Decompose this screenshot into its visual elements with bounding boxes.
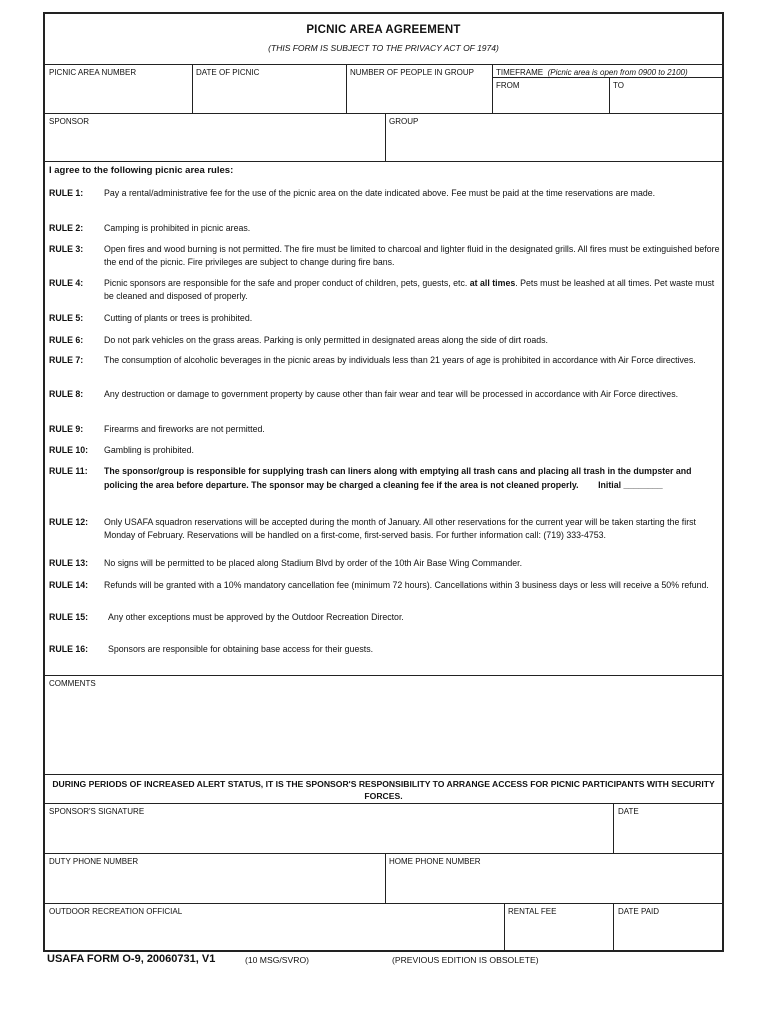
sponsor-label: SPONSOR bbox=[49, 117, 90, 126]
divider bbox=[613, 903, 614, 952]
rule-text-part: The sponsor/group is responsible for supplying trash can liners along with emptying all trash cans and placing all trash in the dumpster and policing the area before departure. The sponsor may be charged a cleaning fee if the area is not cleaned properly. bbox=[104, 466, 692, 490]
form-footer bbox=[47, 953, 539, 965]
form-id: USAFA FORM O-9, 20060731, V1 bbox=[47, 953, 216, 965]
form-title: PICNIC AREA AGREEMENT bbox=[306, 24, 461, 36]
duty-phone-label: DUTY PHONE NUMBER bbox=[49, 857, 139, 866]
timeframe-note: (Picnic area is open from 0900 to 2100) bbox=[547, 68, 688, 77]
sponsor-signature-field[interactable] bbox=[46, 818, 611, 852]
duty-phone-field[interactable] bbox=[46, 868, 383, 902]
to-time-field[interactable] bbox=[611, 92, 723, 112]
outdoor-official-field[interactable] bbox=[46, 918, 502, 950]
number-of-people-label: NUMBER OF PEOPLE IN GROUP bbox=[350, 68, 475, 77]
comments-label: COMMENTS bbox=[49, 679, 96, 688]
divider bbox=[492, 64, 493, 113]
timeframe-title: TIMEFRAME bbox=[496, 68, 544, 77]
form-office-note: (10 MSG/SVRO) bbox=[245, 955, 309, 965]
date-paid-field[interactable] bbox=[615, 918, 723, 950]
date-paid-label: DATE PAID bbox=[618, 907, 660, 916]
from-time-field[interactable] bbox=[494, 92, 607, 112]
rule-number: RULE 4: bbox=[49, 278, 84, 288]
rule-text-part: . Pets must be leashed at all times. Pet waste must be cleaned and disposed of properly. bbox=[104, 278, 715, 301]
rule-number: RULE 1: bbox=[49, 188, 84, 198]
rule-text: Camping is prohibited in picnic areas. bbox=[104, 223, 251, 233]
rule-text: Sponsors are responsible for obtaining base access for their guests. bbox=[108, 644, 374, 654]
picnic-area-number-label: PICNIC AREA NUMBER bbox=[49, 68, 137, 77]
date-label: DATE bbox=[618, 807, 639, 816]
rule-text: Gambling is prohibited. bbox=[104, 445, 194, 455]
timeframe-label bbox=[496, 68, 688, 77]
agree-heading: I agree to the following picnic area rules: bbox=[49, 165, 234, 176]
rule-text bbox=[104, 277, 721, 303]
home-phone-field[interactable] bbox=[387, 868, 723, 902]
rule-number: RULE 15: bbox=[49, 612, 89, 622]
rule-number: RULE 2: bbox=[49, 223, 84, 233]
divider bbox=[492, 77, 724, 78]
divider bbox=[504, 903, 505, 952]
rule-text: Cutting of plants or trees is prohibited. bbox=[104, 313, 253, 323]
previous-edition-note: (PREVIOUS EDITION IS OBSOLETE) bbox=[392, 955, 539, 965]
rule-number: RULE 8: bbox=[49, 389, 84, 399]
rule-number: RULE 7: bbox=[49, 355, 84, 365]
rule-number: RULE 9: bbox=[49, 424, 84, 434]
rental-fee-field[interactable] bbox=[506, 918, 611, 950]
rule-text: Do not park vehicles on the grass areas. Parking is only permitted in designated areas along the side of dirt roads. bbox=[104, 335, 549, 345]
comments-field[interactable] bbox=[46, 690, 723, 772]
divider bbox=[45, 853, 722, 854]
rule-text: Refunds will be granted with a 10% mandatory cancellation fee (minimum 72 hours). Cancellations within 3 business days or less will receive a 50% refund. bbox=[104, 580, 709, 590]
rule-number: RULE 16: bbox=[49, 644, 89, 654]
picnic-area-number-field[interactable] bbox=[46, 78, 190, 111]
form-subtitle: (THIS FORM IS SUBJECT TO THE PRIVACY ACT OF 1974) bbox=[268, 43, 499, 53]
home-phone-label: HOME PHONE NUMBER bbox=[389, 857, 481, 866]
initial-field[interactable]: Initial ________ bbox=[598, 480, 663, 490]
rule-number: RULE 11: bbox=[49, 466, 88, 476]
picnic-agreement-form bbox=[43, 12, 724, 952]
divider bbox=[385, 113, 386, 161]
rule-number: RULE 13: bbox=[49, 558, 89, 568]
signature-date-field[interactable] bbox=[615, 818, 723, 852]
rule-number: RULE 12: bbox=[49, 517, 89, 527]
rule-text: Firearms and fireworks are not permitted. bbox=[104, 424, 265, 434]
to-label: TO bbox=[613, 81, 624, 90]
rule-text: Open fires and wood burning is not permitted. The fire must be limited to charcoal and lighter fluid in the designated grills. All fires must be extinguished before the end of the picnic. Fire privileges are subject to change during fire bans. bbox=[104, 244, 720, 267]
rule-number: RULE 6: bbox=[49, 335, 84, 345]
sponsor-field[interactable] bbox=[46, 128, 383, 160]
rule-text bbox=[104, 464, 721, 492]
outdoor-official-label: OUTDOOR RECREATION OFFICIAL bbox=[49, 907, 183, 916]
divider bbox=[45, 803, 722, 804]
divider bbox=[45, 903, 722, 904]
alert-notice: DURING PERIODS OF INCREASED ALERT STATUS, IT IS THE SPONSOR'S RESPONSIBILITY TO ARRANGE ACCESS FOR PICNIC PARTICIPANTS WITH SECURITY FORCES. bbox=[52, 779, 715, 801]
rule-number: RULE 10: bbox=[49, 445, 89, 455]
date-of-picnic-label: DATE OF PICNIC bbox=[196, 68, 260, 77]
group-label: GROUP bbox=[389, 117, 419, 126]
divider bbox=[346, 64, 347, 113]
rule-text: No signs will be permitted to be placed along Stadium Blvd by order of the 10th Air Base Wing Commander. bbox=[104, 558, 523, 568]
divider bbox=[385, 853, 386, 903]
rule-text: Only USAFA squadron reservations will be accepted during the month of January. All other reservations for the current year will be taken starting the first Monday of February. Reservations will be handled on a first-come, first-served basis. For further information call: (719) 333-4753. bbox=[104, 517, 696, 540]
divider bbox=[613, 803, 614, 853]
divider bbox=[45, 161, 722, 162]
divider bbox=[45, 113, 722, 114]
rule-text: Any destruction or damage to government property by cause other than fair wear and tear will be processed in accordance with Air Force directives. bbox=[104, 389, 679, 399]
divider bbox=[609, 77, 610, 113]
rule-text-part: Picnic sponsors are responsible for the safe and proper conduct of children, pets, guests, etc. bbox=[104, 278, 470, 288]
group-field[interactable] bbox=[387, 128, 723, 160]
number-of-people-field[interactable] bbox=[348, 78, 490, 111]
from-label: FROM bbox=[496, 81, 520, 90]
divider bbox=[45, 774, 722, 775]
sponsor-signature-label: SPONSOR'S SIGNATURE bbox=[49, 807, 145, 816]
date-of-picnic-field[interactable] bbox=[194, 78, 344, 111]
rule-text: Pay a rental/administrative fee for the use of the picnic area on the date indicated above. Fee must be paid at the time reservations are made. bbox=[104, 188, 656, 198]
rule-text: The consumption of alcoholic beverages in the picnic areas by individuals less than 21 years of age is prohibited in accordance with Air Force directives. bbox=[104, 355, 696, 365]
rental-fee-label: RENTAL FEE bbox=[508, 907, 557, 916]
rule-number: RULE 5: bbox=[49, 313, 84, 323]
divider bbox=[45, 675, 722, 676]
rule-number: RULE 3: bbox=[49, 244, 84, 254]
rule-number: RULE 14: bbox=[49, 580, 89, 590]
rule-text: Any other exceptions must be approved by the Outdoor Recreation Director. bbox=[108, 612, 404, 622]
divider bbox=[192, 64, 193, 113]
divider bbox=[45, 64, 722, 65]
rule-text-emphasis: at all times bbox=[469, 278, 516, 288]
